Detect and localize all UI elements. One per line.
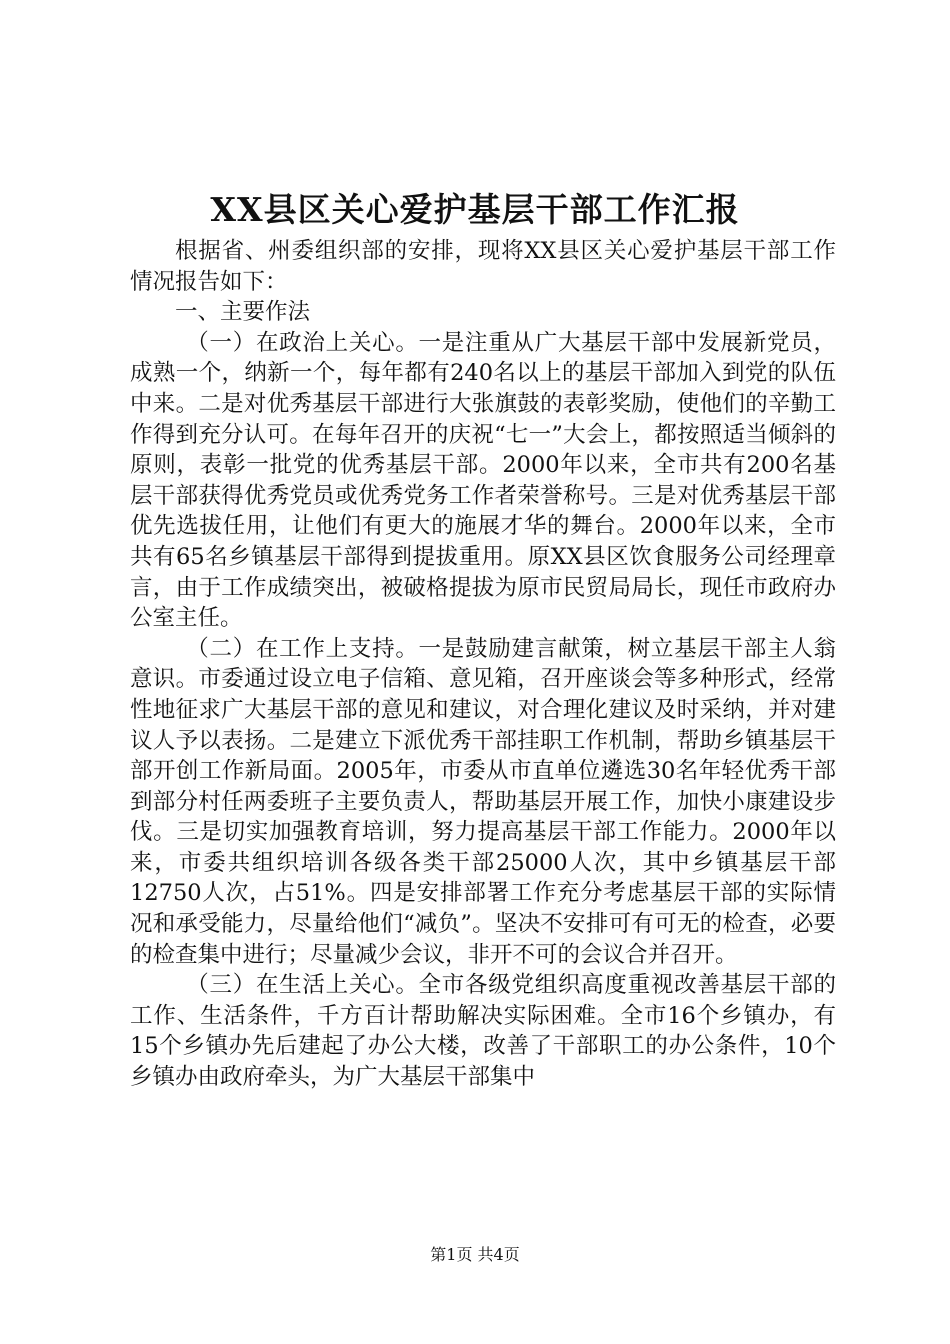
intro-paragraph: 根据省、州委组织部的安排，现将XX县区关心爱护基层干部工作情况报告如下：: [130, 238, 836, 295]
paragraph-life-care: （三）在生活上关心。全市各级党组织高度重视改善基层干部的工作、生活条件，千方百计帮助解决实际困难。全市16个乡镇办，有15个乡镇办先后建起了办公大楼，改善了干部职工的办公条件，10个乡镇办由政府牵头，为广大基层干部集中: [130, 972, 836, 1091]
document-body: [130, 236, 836, 1093]
page-footer: 第1页 共4页: [430, 1245, 520, 1264]
section-heading: 一、主要作法: [175, 299, 311, 326]
paragraph-work-support: （二）在工作上支持。一是鼓励建言献策，树立基层干部主人翁意识。市委通过设立电子信箱、意见箱，召开座谈会等多种形式，经常性地征求广大基层干部的意见和建议，对合理化建议及时采纳，并对建议人予以表扬。二是建立下派优秀干部挂职工作机制，帮助乡镇基层干部开创工作新局面。2005年，市委从市直单位遴选30名年轻优秀干部到部分村任两委班子主要负责人，帮助基层开展工作，加快小康建设步伐。三是切实加强教育培训，努力提高基层干部工作能力。2000年以来，市委共组织培训各级各类干部25000人次，其中乡镇基层干部12750人次，占51%。四是安排部署工作充分考虑基层干部的实际情况和承受能力，尽量给他们“减负”。坚决不安排可有可无的检查，必要的检查集中进行；尽量减少会议，非开不可的会议合并召开。: [130, 635, 836, 968]
paragraph-political-care: （一）在政治上关心。一是注重从广大基层干部中发展新党员，成熟一个，纳新一个，每年都有240名以上的基层干部加入到党的队伍中来。二是对优秀基层干部进行大张旗鼓的表彰奖励，使他们的辛勤工作得到充分认可。在每年召开的庆祝“七一”大会上，都按照适当倾斜的原则，表彰一批党的优秀基层干部。2000年以来，全市共有200名基层干部获得优秀党员或优秀党务工作者荣誉称号。三是对优秀基层干部优先选拔任用，让他们有更大的施展才华的舞台。2000年以来，全市共有65名乡镇基层干部得到提拔重用。原XX县区饮食服务公司经理章言，由于工作成绩突出，被破格提拔为原市民贸局局长，现任市政府办公室主任。: [130, 329, 836, 632]
document-title: XX县区关心爱护基层干部工作汇报: [210, 190, 740, 229]
